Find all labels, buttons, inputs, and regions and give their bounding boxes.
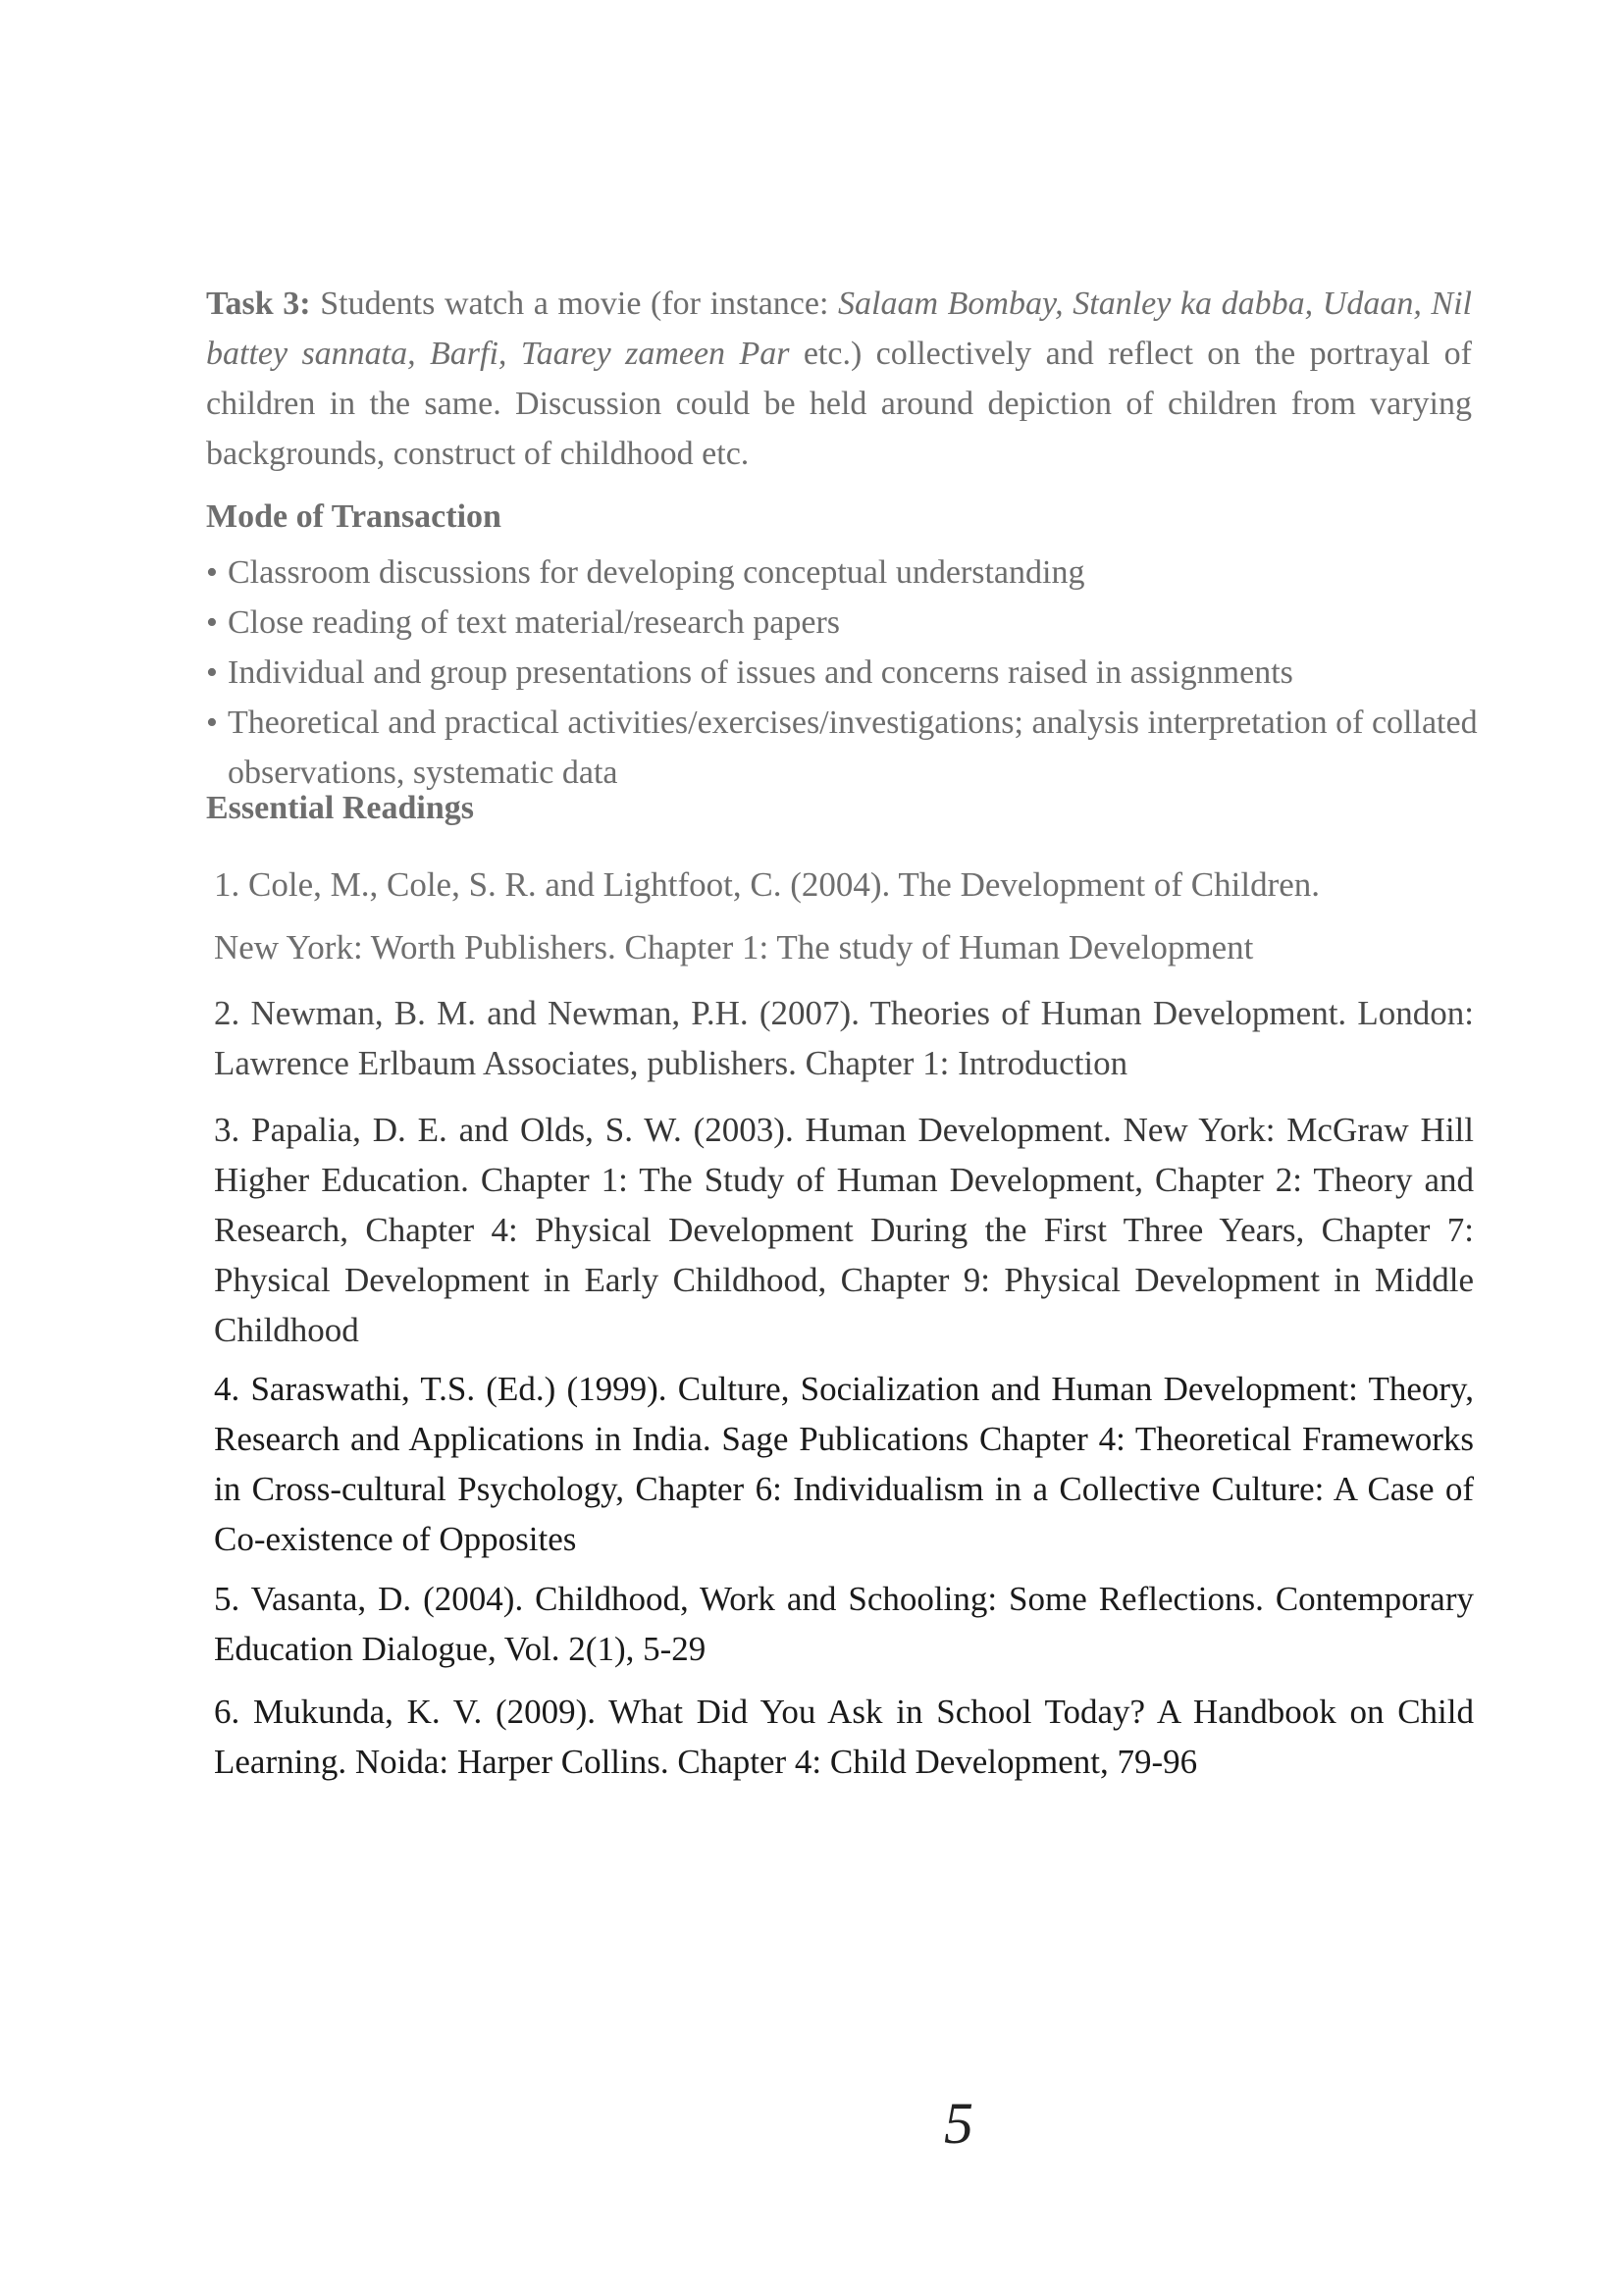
reference-item: 4. Saraswathi, T.S. (Ed.) (1999). Culture, Socialization and Human Development: Theory, Research and Applications in India. Sage Publications Chapter 4: Theoretical Frameworks in Cross-cultural Psychology, Chapter 6: Individualism in a Collective Culture: A Case of Co-existence of Opposites: [214, 1370, 1474, 1558]
bullet-icon: •: [206, 604, 218, 641]
reference-item: New York: Worth Publishers. Chapter 1: The study of Human Development: [214, 928, 1254, 966]
mode-list-item: • Theoretical and practical activities/exercises/investigations; analysis interpretation of collated observations, systematic data: [206, 698, 1482, 798]
mode-list-item: • Individual and group presentations of issues and concerns raised in assignments: [206, 648, 1482, 698]
bullet-icon: •: [206, 704, 218, 741]
task-movie-list: Salaam Bombay, Stanley ka dabba, Udaan, Nil battey sannata, Barfi, Taarey zameen Par: [206, 286, 1472, 372]
mode-of-transaction-heading: Mode of Transaction: [206, 498, 501, 535]
mode-list-item: • Close reading of text material/research papers: [206, 598, 1482, 648]
mode-list: [206, 548, 1482, 798]
reference-item: 2. Newman, B. M. and Newman, P.H. (2007). Theories of Human Development. London: Lawrence Erlbaum Associates, publishers. Chapter 1: Introduction: [214, 994, 1474, 1082]
reference-item: 6. Mukunda, K. V. (2009). What Did You Ask in School Today? A Handbook on Child Learning. Noida: Harper Collins. Chapter 4: Child Development, 79-96: [214, 1693, 1474, 1781]
essential-readings-heading: Essential Readings: [206, 790, 474, 826]
task-label: Task 3:: [206, 286, 311, 322]
bullet-icon: •: [206, 654, 218, 691]
task-paragraph: [206, 279, 1472, 479]
task-text-after: etc.) collectively and reflect on the portrayal of children in the same. Discussion could be held around depiction of children from varying backgrounds, construct of childhood etc.: [206, 336, 1472, 472]
bullet-icon: •: [206, 554, 218, 591]
page-number: 5: [944, 2091, 973, 2156]
reference-item: 3. Papalia, D. E. and Olds, S. W. (2003). Human Development. New York: McGraw Hill Higher Education. Chapter 1: The Study of Human Development, Chapter 2: Theory and Research, Chapter 4: Physical Development During the First Three Years, Chapter 7: Physical Development in Early Childhood, Chapter 9: Physical Development in Middle Childhood: [214, 1111, 1474, 1349]
reference-item: 1. Cole, M., Cole, S. R. and Lightfoot, C. (2004). The Development of Children.: [214, 865, 1321, 904]
mode-list-item: • Classroom discussions for developing conceptual understanding: [206, 548, 1482, 598]
task-text-before: Students watch a movie (for instance:: [310, 286, 839, 322]
reference-item: 5. Vasanta, D. (2004). Childhood, Work and Schooling: Some Reflections. Contemporary Education Dialogue, Vol. 2(1), 5-29: [214, 1580, 1474, 1668]
